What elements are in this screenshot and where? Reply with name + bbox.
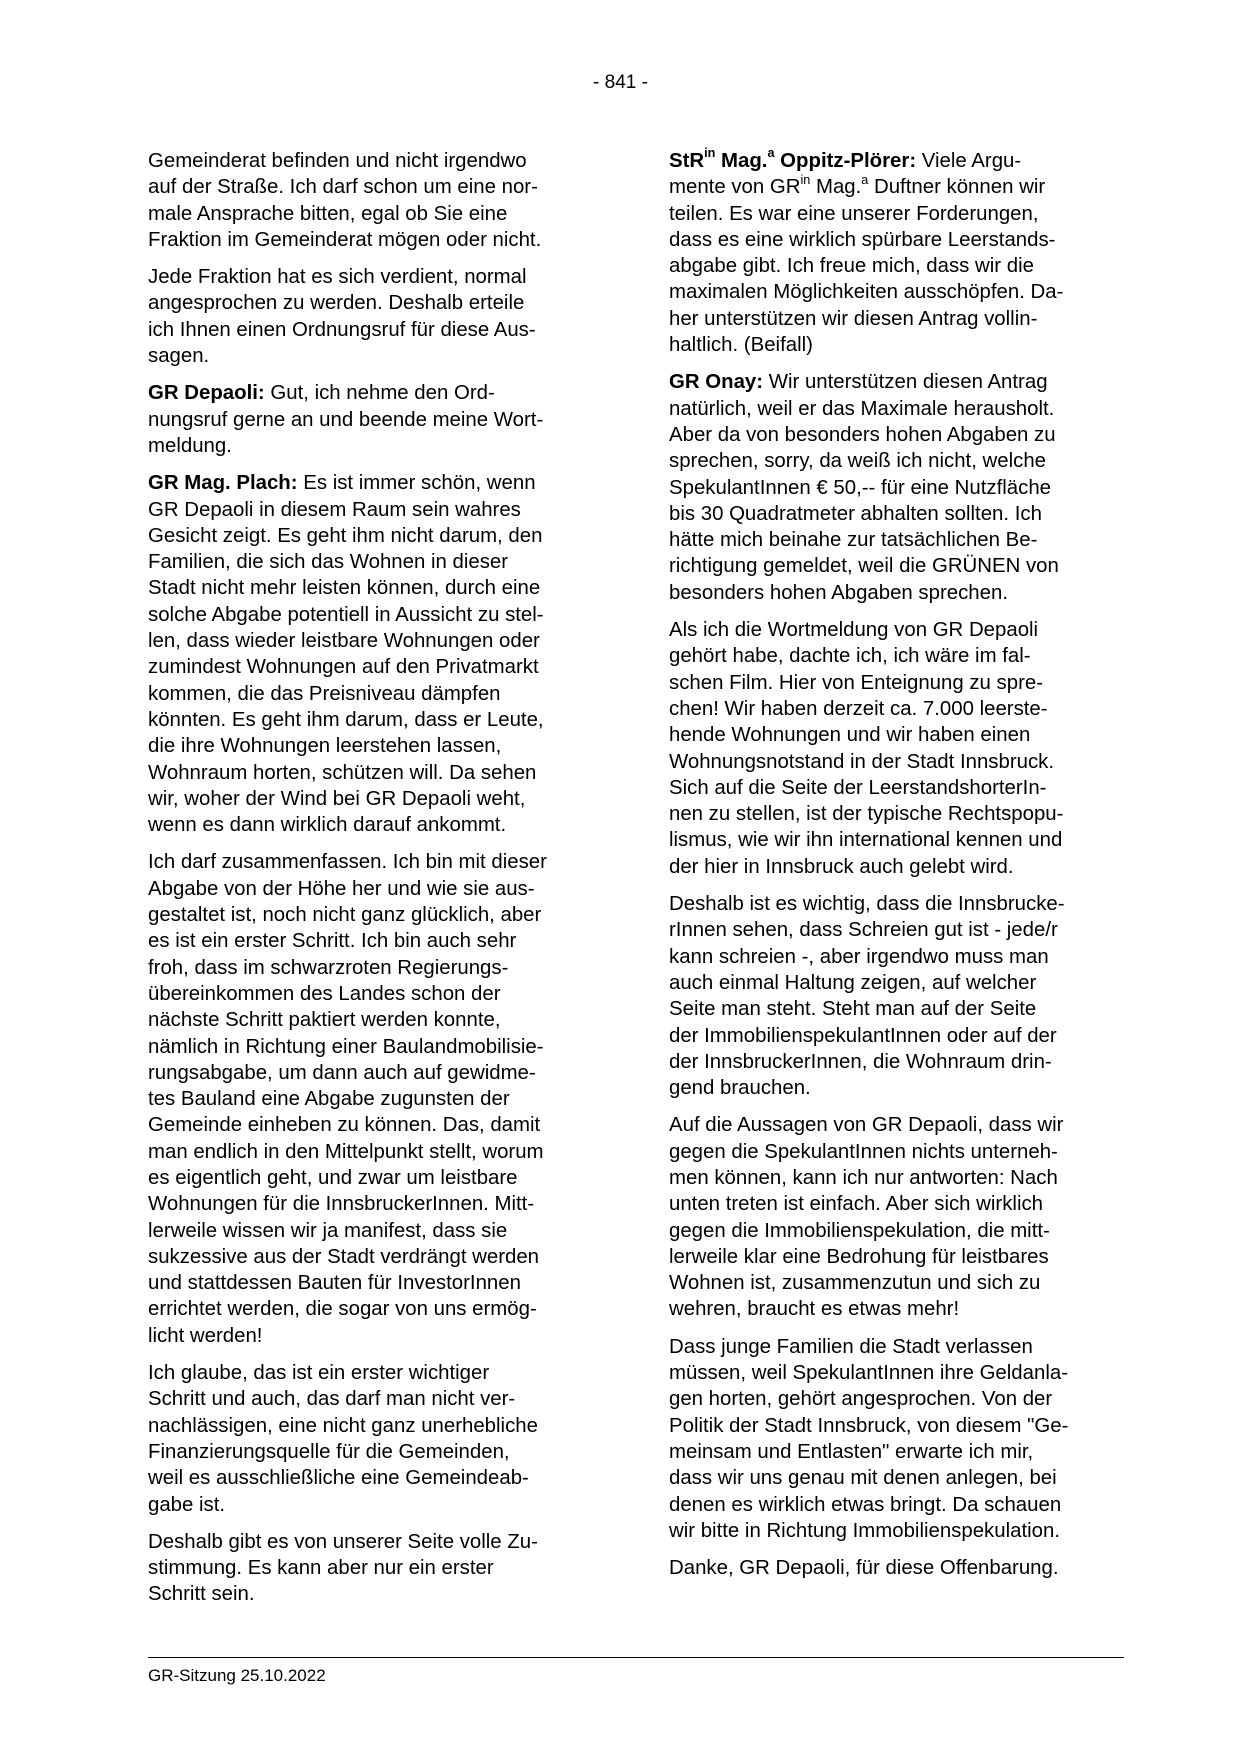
text-line: richtigung gemeldet, weil die GRÜNEN von (669, 555, 1059, 578)
paragraph (669, 1112, 1121, 1322)
superscript: in (704, 146, 716, 161)
text-line: Fraktion im Gemeinderat mögen oder nicht. (148, 228, 542, 251)
page-number: - 841 - (593, 72, 648, 93)
text-line: zumindest Wohnungen auf den Privatmarkt (148, 656, 539, 679)
text-line: natürlich, weil er das Maximale herausholt. (669, 397, 1055, 420)
text-line: die ihre Wohnungen leerstehen lassen, (148, 735, 502, 758)
text-line: unten treten ist einfach. Aber sich wirklich (669, 1193, 1044, 1216)
text-line: Deshalb ist es wichtig, dass die Innsbrucke- (669, 893, 1065, 916)
text-line: der ImmobilienspekulantInnen oder auf der (669, 1024, 1057, 1047)
paragraph (148, 1529, 600, 1608)
text-line: rInnen sehen, dass Schreien gut ist - jede/r (669, 919, 1058, 942)
text-line: kommen, die das Preisniveau dämpfen (148, 682, 501, 705)
text-line: dass wir uns genau mit denen anlegen, bei (669, 1467, 1057, 1490)
text-line: übereinkommen des Landes schon der (148, 982, 501, 1005)
text-line: Danke, GR Depaoli, für diese Offenbarung. (669, 1557, 1059, 1580)
text-run: abgabe gibt. Ich freue mich, dass wir die (669, 255, 1034, 278)
text-line: Wir unterstützen diesen Antrag (763, 371, 1048, 394)
text-line: Ich glaube, das ist ein erster wichtiger (148, 1362, 490, 1385)
text-line: sprechen, sorry, da weiß ich nicht, welche (669, 450, 1047, 473)
speaker-name (669, 146, 917, 172)
text-line: len, dass wieder leistbare Wohnungen oder (148, 630, 540, 653)
text-line: froh, dass im schwarzroten Regierungs- (148, 956, 509, 979)
text-line: Sich auf die Seite der LeerstandshorterIn- (669, 776, 1047, 799)
text-line: Wohnungen für die InnsbruckerInnen. Mitt- (148, 1193, 535, 1216)
text-line: rungsabgabe, um dann auch auf gewidme- (148, 1061, 536, 1084)
text-line: es ist ein erster Schritt. Ich bin auch sehr (148, 930, 517, 953)
text-line: errichtet werden, die sogar von uns ermög- (148, 1298, 537, 1321)
paragraph (669, 891, 1121, 1101)
text-line: Es ist immer schön, wenn (297, 472, 536, 495)
text-line: gehört habe, dachte ich, ich wäre im fal- (669, 645, 1031, 668)
text-line: der InnsbruckerInnen, die Wohnraum drin- (669, 1050, 1052, 1073)
text-line: wir bitte in Richtung Immobilienspekulation. (669, 1519, 1061, 1542)
text-line: gend brauchen. (669, 1077, 811, 1100)
text-line: meinsam und Entlasten" erwarte ich mir, (669, 1440, 1034, 1463)
text-line: chen! Wir haben derzeit ca. 7.000 leerste- (669, 697, 1048, 720)
text-run: teilen. Es war eine unserer Forderungen, (669, 202, 1039, 225)
text-line: angesprochen zu werden. Deshalb erteile (148, 292, 525, 315)
text-line: es eigentlich geht, und zwar um leistbare (148, 1166, 518, 1189)
text-line: Abgabe von der Höhe her und wie sie aus- (148, 877, 535, 900)
text-line (916, 150, 1021, 172)
text-line (669, 229, 1055, 251)
text-line: Gesicht zeigt. Es geht ihm nicht darum, den (148, 524, 543, 547)
text-line: denen es wirklich etwas bringt. Da schauen (669, 1493, 1062, 1516)
text-line: besonders hohen Abgaben sprechen. (669, 581, 1008, 604)
text-line: auch einmal Haltung zeigen, auf welcher (669, 971, 1037, 994)
text-line: lerweile wissen wir ja manifest, dass sie (148, 1219, 508, 1242)
text-line: Gut, ich nehme den Ord- (264, 382, 495, 405)
text-line: gestaltet ist, noch nicht ganz glücklich, aber (148, 904, 542, 927)
text-line: und stattdessen Bauten für InvestorInnen (148, 1272, 521, 1295)
text-run: Mag. (810, 176, 862, 199)
text-line: wehren, braucht es etwas mehr! (669, 1298, 960, 1321)
speaker-name: GR Onay: (669, 371, 764, 394)
paragraph (148, 264, 600, 369)
text-line: schen Film. Hier von Enteignung zu spre- (669, 671, 1044, 694)
text-run: Oppitz-Plörer: (774, 150, 917, 172)
speaker-name: GR Depaoli: (148, 382, 265, 405)
text-line: bis 30 Quadratmeter abhalten sollten. Ich (669, 502, 1042, 525)
text-run: dass es eine wirklich spürbare Leerstands- (669, 228, 1056, 251)
text-line (669, 334, 813, 356)
text-line: Dass junge Familien die Stadt verlassen (669, 1335, 1033, 1358)
text-line: gegen die Immobilienspekulation, die mitt- (669, 1219, 1050, 1242)
speaker-name: GR Mag. Plach: (148, 472, 298, 495)
text-line: man endlich in den Mittelpunkt stellt, worum (148, 1140, 544, 1163)
text-line: nämlich in Richtung einer Baulandmobilisie- (148, 1035, 544, 1058)
text-line: meldung. (148, 434, 232, 457)
text-line: gabe ist. (148, 1493, 226, 1516)
right-column (669, 148, 1121, 1592)
text-line: solche Abgabe potentiell in Aussicht zu stel- (148, 603, 544, 626)
text-line: Auf die Aussagen von GR Depaoli, dass wir (669, 1114, 1064, 1137)
text-line: nächste Schritt paktiert werden konnte, (148, 1009, 501, 1032)
text-run: Viele Argu- (916, 150, 1022, 172)
text-line: Familien, die sich das Wohnen in dieser (148, 551, 509, 574)
text-line: sukzessive aus der Stadt verdrängt werden (148, 1245, 540, 1268)
text-line: nachlässigen, eine nicht ganz unerhebliche (148, 1414, 538, 1437)
text-line: kann schreien -, aber irgendwo muss man (669, 945, 1049, 968)
paragraph (669, 1334, 1121, 1544)
text-line: gen horten, gehört angesprochen. Von der (669, 1388, 1053, 1411)
text-line: Seite man steht. Steht man auf der Seite (669, 998, 1037, 1021)
footer-divider (148, 1657, 1124, 1658)
text-line: Finanzierungsquelle für die Gemeinden, (148, 1440, 510, 1463)
text-run: haltlich. (Beifall) (669, 334, 813, 357)
text-line: ich Ihnen einen Ordnungsruf für diese Aus- (148, 318, 536, 341)
superscript: a (767, 146, 775, 161)
paragraph (669, 148, 1121, 358)
text-line: müssen, weil SpekulantInnen ihre Geldanla- (669, 1362, 1068, 1385)
text-line: gegen die SpekulantInnen nichts unterneh- (669, 1140, 1058, 1163)
text-line: SpekulantInnen € 50,-- für eine Nutzfläche (669, 476, 1051, 499)
left-column (148, 148, 600, 1619)
paragraph (148, 1360, 600, 1518)
text-line: lerweile klar eine Bedrohung für leistbares (669, 1245, 1049, 1268)
text-line: men können, kann ich nur antworten: Nach (669, 1166, 1058, 1189)
text-line: Politik der Stadt Innsbruck, von diesem "Ge- (669, 1414, 1069, 1437)
paragraph (148, 380, 600, 459)
text-line: wenn es dann wirklich darauf ankommt. (148, 814, 507, 837)
text-line: nungsruf gerne an und beende meine Wort- (148, 408, 544, 431)
text-line (669, 172, 1046, 199)
text-line: Schritt und auch, das darf man nicht ver- (148, 1388, 516, 1411)
text-line: nen zu stellen, ist der typische Rechtspopu- (669, 803, 1064, 826)
text-run: her unterstützen wir diesen Antrag vollin- (669, 307, 1038, 330)
text-line: Wohnen ist, zusammenzutun und sich zu (669, 1272, 1041, 1295)
paragraph (148, 148, 600, 253)
text-run: mente von GR (669, 176, 801, 199)
text-line: Deshalb gibt es von unserer Seite volle Zu- (148, 1530, 538, 1553)
paragraph (148, 470, 600, 838)
text-line: Gemeinderat befinden und nicht irgendwo (148, 150, 527, 172)
text-line: wir, woher der Wind bei GR Depaoli weht, (148, 787, 526, 810)
superscript: a (861, 172, 869, 187)
text-line: Schritt sein. (148, 1583, 255, 1606)
text-line: hende Wohnungen und wir haben einen (669, 724, 1031, 747)
paragraph (669, 369, 1121, 606)
paragraph (669, 1555, 1121, 1581)
text-line: Ich darf zusammenfassen. Ich bin mit dieser (148, 851, 547, 874)
text-line: Stadt nicht mehr leisten können, durch eine (148, 577, 541, 600)
text-line: tes Bauland eine Abgabe zugunsten der (148, 1088, 510, 1111)
text-line: auf der Straße. Ich darf schon um eine nor- (148, 176, 538, 199)
text-line: Wohnungsnotstand in der Stadt Innsbruck. (669, 750, 1055, 773)
text-line: hätte mich beinahe zur tatsächlichen Be- (669, 529, 1038, 552)
footer-session-date: GR-Sitzung 25.10.2022 (148, 1666, 326, 1685)
text-line: könnten. Es geht ihm darum, dass er Leute, (148, 708, 544, 731)
text-line: Aber da von besonders hohen Abgaben zu (669, 423, 1056, 446)
text-line: weil es ausschließliche eine Gemeindeab- (148, 1467, 529, 1490)
superscript: in (800, 172, 811, 187)
text-run: maximalen Möglichkeiten ausschöpfen. Da- (669, 281, 1064, 304)
paragraph (669, 617, 1121, 880)
text-line (669, 255, 1034, 277)
text-run: Duftner können wir (868, 176, 1046, 199)
text-line: der hier in Innsbruck auch gelebt wird. (669, 855, 1014, 878)
text-line: Jede Fraktion hat es sich verdient, normal (148, 266, 527, 289)
text-line: licht werden! (148, 1324, 263, 1347)
text-line: Als ich die Wortmeldung von GR Depaoli (669, 619, 1039, 642)
text-line: male Ansprache bitten, egal ob Sie eine (148, 202, 508, 225)
text-line: GR Depaoli in diesem Raum sein wahres (148, 498, 521, 521)
text-line (669, 203, 1039, 225)
text-line: lismus, wie wir ihn international kennen und (669, 829, 1063, 852)
paragraph (148, 849, 600, 1349)
text-line: Wohnraum horten, schützen will. Da sehen (148, 761, 537, 784)
text-line: Gemeinde einheben zu können. Das, damit (148, 1114, 541, 1137)
text-line: sagen. (148, 345, 210, 368)
text-line (669, 281, 1063, 303)
text-line: stimmung. Es kann aber nur ein erster (148, 1557, 494, 1580)
text-run: StR (669, 150, 705, 172)
text-line (669, 308, 1037, 330)
text-run: Mag. (715, 150, 768, 172)
